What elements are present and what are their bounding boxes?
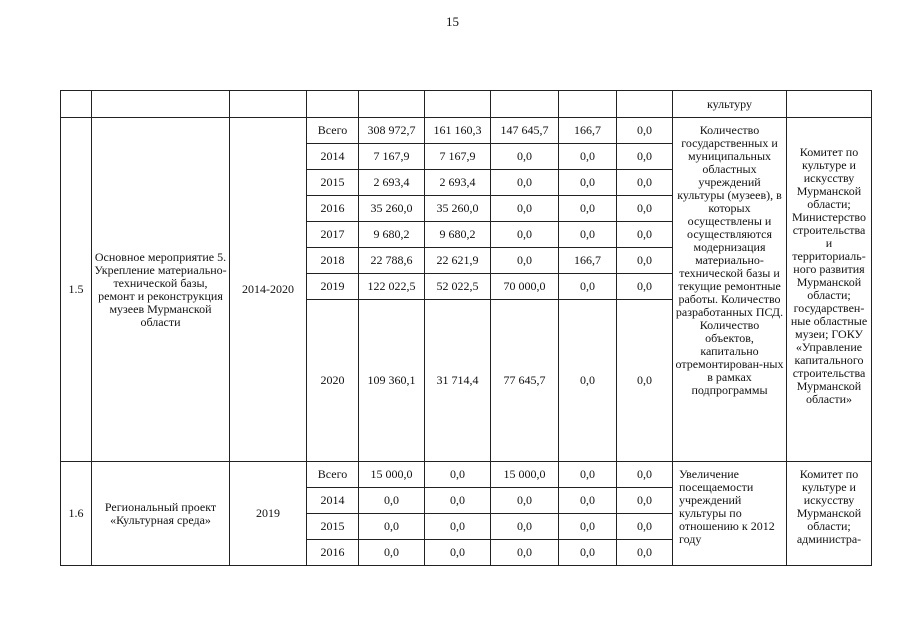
regional-cell: 0,0 (425, 488, 491, 514)
year-cell: 2017 (307, 222, 359, 248)
program-table (60, 90, 872, 566)
year-cell: 2016 (307, 540, 359, 566)
regional-cell: 52 022,5 (425, 274, 491, 300)
regional-cell: 7 167,9 (425, 144, 491, 170)
total-cell: 15 000,0 (359, 462, 425, 488)
year-cell: 2019 (307, 274, 359, 300)
local-cell: 166,7 (559, 248, 617, 274)
regional-cell: 31 714,4 (425, 300, 491, 462)
federal-cell: 0,0 (491, 514, 559, 540)
table-row (61, 462, 872, 488)
local-cell: 0,0 (559, 540, 617, 566)
federal-cell: 0,0 (491, 488, 559, 514)
local-cell: 0,0 (559, 222, 617, 248)
indicator-text: Количество государственных и муниципальных областных учреждений культуры (музеев), в которых осуществлены и осуществляются модернизация материально-технической базы и текущие ремонтные работы. Количество разработанных ПСД. Количество объектов, капитально отремонтирован-ных в рамках подпрограммы (673, 118, 787, 462)
local-cell: 0,0 (559, 488, 617, 514)
total-cell: 0,0 (359, 514, 425, 540)
measure-name: Региональный проект «Культурная среда» (92, 462, 230, 566)
row-number: 1.5 (61, 118, 92, 462)
other-cell: 0,0 (617, 222, 673, 248)
executor-text: Комитет по культуре и искусству Мурманской области; администра- (787, 462, 872, 566)
measure-name: Основное мероприятие 5. Укрепление материально-технической базы, ремонт и реконструкция музеев Мурманской области (92, 118, 230, 462)
year-cell: Всего (307, 462, 359, 488)
page-number: 15 (446, 14, 459, 29)
federal-cell: 0,0 (491, 248, 559, 274)
local-cell: 0,0 (559, 514, 617, 540)
year-cell: 2016 (307, 196, 359, 222)
federal-cell: 77 645,7 (491, 300, 559, 462)
federal-cell: 70 000,0 (491, 274, 559, 300)
regional-cell: 0,0 (425, 514, 491, 540)
federal-cell: 0,0 (491, 144, 559, 170)
table-row (61, 118, 872, 144)
total-cell: 9 680,2 (359, 222, 425, 248)
other-cell: 0,0 (617, 462, 673, 488)
year-cell: 2015 (307, 514, 359, 540)
local-cell: 0,0 (559, 274, 617, 300)
year-cell: Всего (307, 118, 359, 144)
regional-cell: 161 160,3 (425, 118, 491, 144)
other-cell: 0,0 (617, 514, 673, 540)
regional-cell: 2 693,4 (425, 170, 491, 196)
regional-cell: 35 260,0 (425, 196, 491, 222)
total-cell: 122 022,5 (359, 274, 425, 300)
local-cell: 0,0 (559, 300, 617, 462)
other-cell: 0,0 (617, 170, 673, 196)
federal-cell: 0,0 (491, 170, 559, 196)
regional-cell: 0,0 (425, 540, 491, 566)
total-cell: 35 260,0 (359, 196, 425, 222)
other-cell: 0,0 (617, 274, 673, 300)
federal-cell: 0,0 (491, 540, 559, 566)
other-cell: 0,0 (617, 248, 673, 274)
federal-cell: 0,0 (491, 196, 559, 222)
federal-cell: 0,0 (491, 222, 559, 248)
year-cell: 2014 (307, 488, 359, 514)
total-cell: 0,0 (359, 540, 425, 566)
regional-cell: 0,0 (425, 462, 491, 488)
total-cell: 109 360,1 (359, 300, 425, 462)
other-cell: 0,0 (617, 118, 673, 144)
indicator-cell: культуру (673, 91, 787, 118)
other-cell: 0,0 (617, 300, 673, 462)
indicator-text: Увеличение посещаемости учреждений культуры по отношению к 2012 году (673, 462, 787, 566)
year-cell: 2015 (307, 170, 359, 196)
regional-cell: 9 680,2 (425, 222, 491, 248)
other-cell: 0,0 (617, 540, 673, 566)
local-cell: 0,0 (559, 144, 617, 170)
local-cell: 0,0 (559, 196, 617, 222)
total-cell: 7 167,9 (359, 144, 425, 170)
local-cell: 166,7 (559, 118, 617, 144)
continuation-row (61, 91, 872, 118)
local-cell: 0,0 (559, 170, 617, 196)
other-cell: 0,0 (617, 144, 673, 170)
regional-cell: 22 621,9 (425, 248, 491, 274)
total-cell: 2 693,4 (359, 170, 425, 196)
total-cell: 0,0 (359, 488, 425, 514)
period: 2019 (230, 462, 307, 566)
executor-text: Комитет по культуре и искусству Мурманской области; Министерство строительства и территориаль-ного развития Мурманской области; государствен-ные областные музеи; ГОКУ «Управление капитального строительства Мурманской области» (787, 118, 872, 462)
other-cell: 0,0 (617, 488, 673, 514)
other-cell: 0,0 (617, 196, 673, 222)
total-cell: 308 972,7 (359, 118, 425, 144)
total-cell: 22 788,6 (359, 248, 425, 274)
local-cell: 0,0 (559, 462, 617, 488)
period: 2014-2020 (230, 118, 307, 462)
federal-cell: 15 000,0 (491, 462, 559, 488)
federal-cell: 147 645,7 (491, 118, 559, 144)
year-cell: 2014 (307, 144, 359, 170)
row-number: 1.6 (61, 462, 92, 566)
year-cell: 2018 (307, 248, 359, 274)
year-cell: 2020 (307, 300, 359, 462)
